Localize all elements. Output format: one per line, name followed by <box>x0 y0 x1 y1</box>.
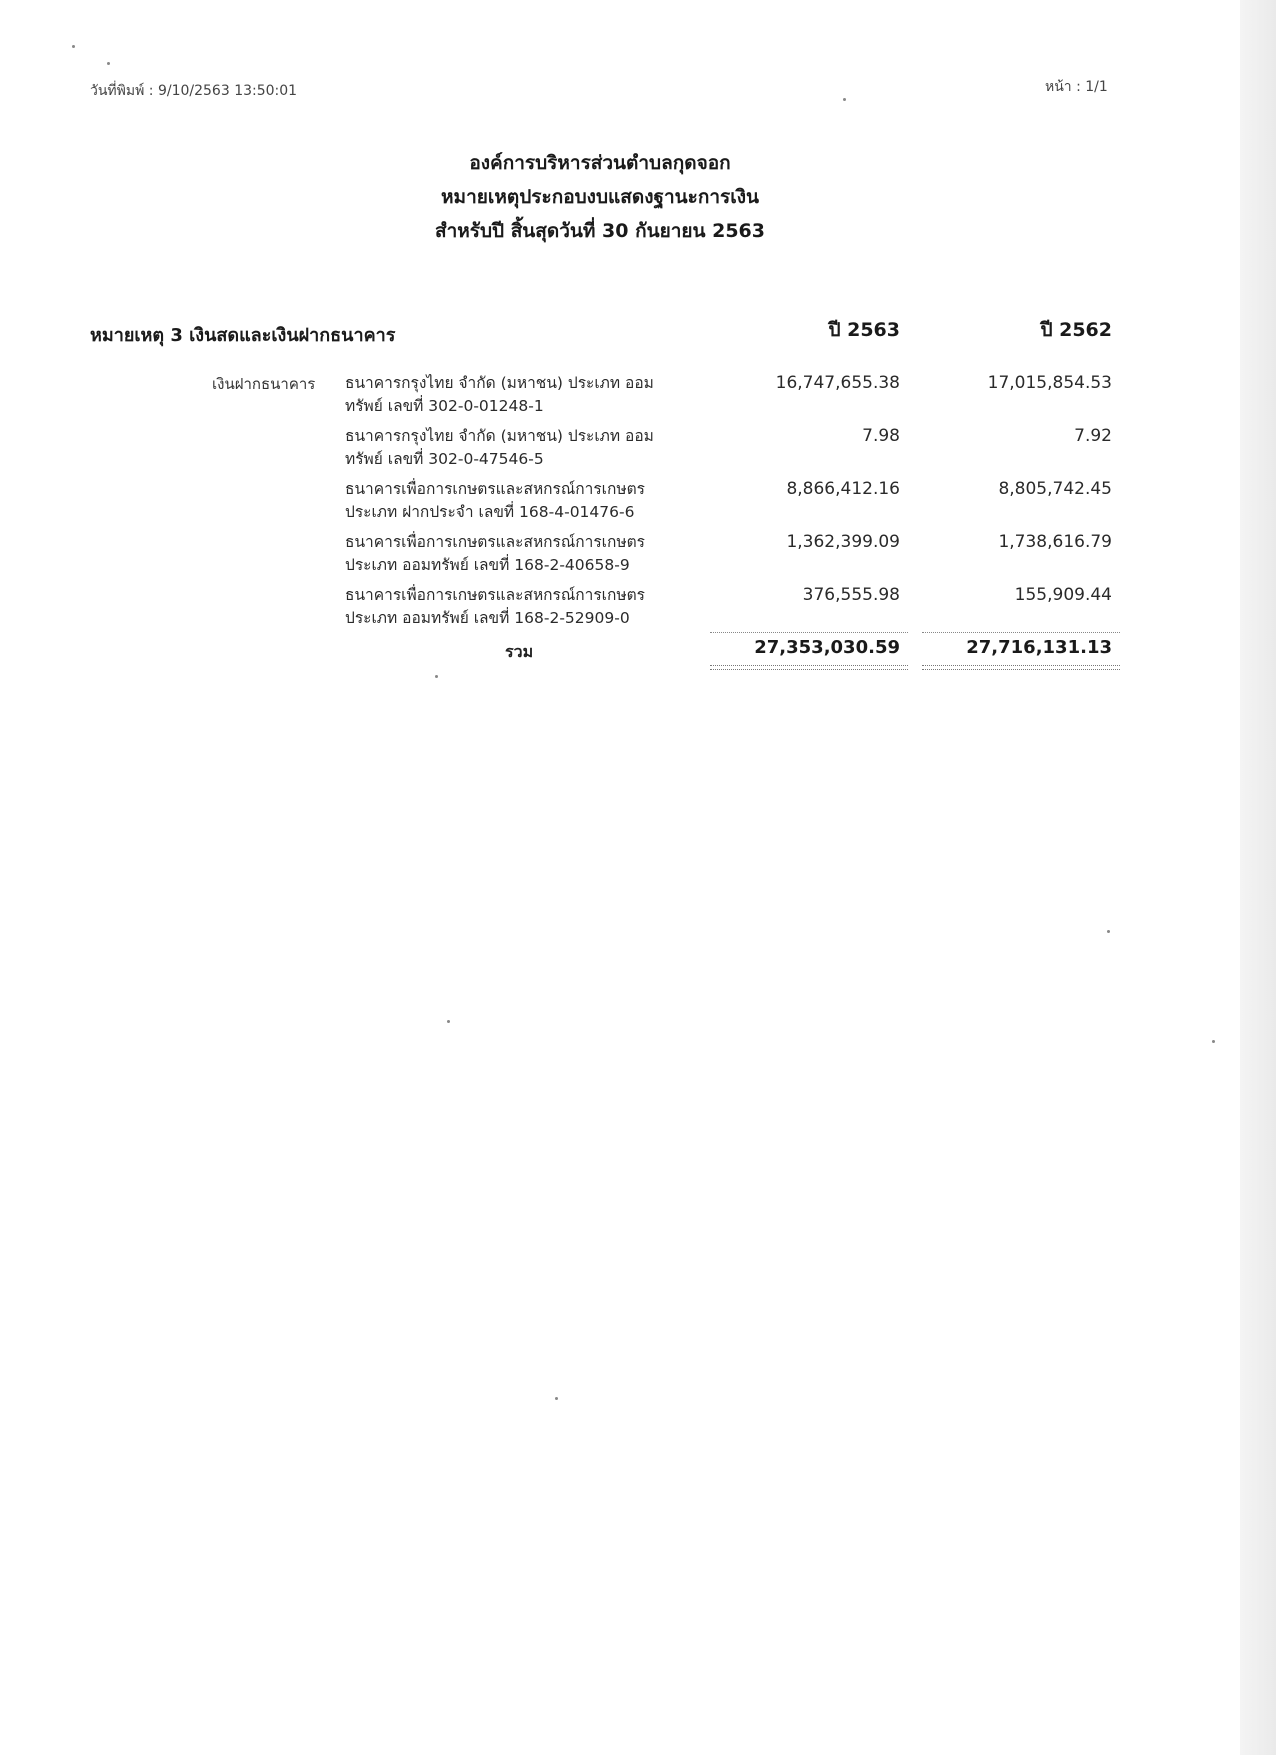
scan-speck <box>1107 930 1110 933</box>
amount-prior-year: 1,738,616.79 <box>998 532 1112 552</box>
subtotal-rule-prior <box>922 632 1120 633</box>
row-description <box>345 425 700 471</box>
row-description-line2: ประเภท ออมทรัพย์ เลขที่ 168-2-40658-9 <box>345 556 630 574</box>
row-description-line2: ประเภท ออมทรัพย์ เลขที่ 168-2-52909-0 <box>345 609 630 627</box>
table-row <box>0 372 1276 424</box>
scan-speck <box>843 98 846 101</box>
column-header-prior-year: ปี 2562 <box>1040 319 1112 341</box>
row-description <box>345 372 700 418</box>
organization-name: องค์การบริหารส่วนตำบลกุดจอก <box>469 152 731 174</box>
table-row <box>0 531 1276 583</box>
scan-speck <box>72 45 75 48</box>
scan-speck <box>447 1020 450 1023</box>
subtotal-rule-current <box>710 632 908 633</box>
amount-prior-year: 17,015,854.53 <box>987 373 1112 393</box>
row-description-line1: ธนาคารเพื่อการเกษตรและสหกรณ์การเกษตร <box>345 480 645 498</box>
print-date: วันที่พิมพ์ : 9/10/2563 13:50:01 <box>90 83 298 99</box>
amount-current-year: 1,362,399.09 <box>786 532 900 552</box>
scan-speck <box>435 675 438 678</box>
amount-prior-year: 8,805,742.45 <box>998 479 1112 499</box>
row-description-line2: ทรัพย์ เลขที่ 302-0-01248-1 <box>345 397 544 415</box>
row-description-line1: ธนาคารเพื่อการเกษตรและสหกรณ์การเกษตร <box>345 533 645 551</box>
amount-prior-year: 155,909.44 <box>1014 585 1112 605</box>
row-description <box>345 531 700 577</box>
document-header <box>300 146 900 248</box>
total-double-rule-prior <box>922 665 1120 670</box>
amount-current-year: 8,866,412.16 <box>786 479 900 499</box>
row-description-line2: ทรัพย์ เลขที่ 302-0-47546-5 <box>345 450 544 468</box>
row-description-line2: ประเภท ฝากประจำ เลขที่ 168-4-01476-6 <box>345 503 635 521</box>
scan-speck <box>1212 1040 1215 1043</box>
scan-edge-shadow <box>1240 0 1276 1755</box>
row-description <box>345 478 700 524</box>
scan-speck <box>107 62 110 65</box>
total-current-year: 27,353,030.59 <box>754 637 900 658</box>
table-row <box>0 584 1276 636</box>
row-description-line1: ธนาคารกรุงไทย จำกัด (มหาชน) ประเภท ออม <box>345 427 654 445</box>
account-group-label: เงินฝากธนาคาร <box>212 375 316 393</box>
row-description <box>345 584 700 630</box>
statement-title: หมายเหตุประกอบงบแสดงฐานะการเงิน <box>441 186 759 208</box>
table-row <box>0 478 1276 530</box>
total-double-rule-current <box>710 665 908 670</box>
amount-current-year: 16,747,655.38 <box>775 373 900 393</box>
note-title: หมายเหตุ 3 เงินสดและเงินฝากธนาคาร <box>90 325 396 346</box>
total-label: รวม <box>505 642 534 661</box>
row-description-line1: ธนาคารกรุงไทย จำกัด (มหาชน) ประเภท ออม <box>345 374 654 392</box>
table-row <box>0 425 1276 477</box>
amount-prior-year: 7.92 <box>1074 426 1112 446</box>
amount-current-year: 376,555.98 <box>802 585 900 605</box>
period-title: สำหรับปี สิ้นสุดวันที่ 30 กันยายน 2563 <box>434 220 765 242</box>
column-header-current-year: ปี 2563 <box>828 319 900 341</box>
amount-current-year: 7.98 <box>862 426 900 446</box>
page-number: หน้า : 1/1 <box>1045 79 1108 95</box>
scan-speck <box>555 1397 558 1400</box>
row-description-line1: ธนาคารเพื่อการเกษตรและสหกรณ์การเกษตร <box>345 586 645 604</box>
total-prior-year: 27,716,131.13 <box>966 637 1112 658</box>
